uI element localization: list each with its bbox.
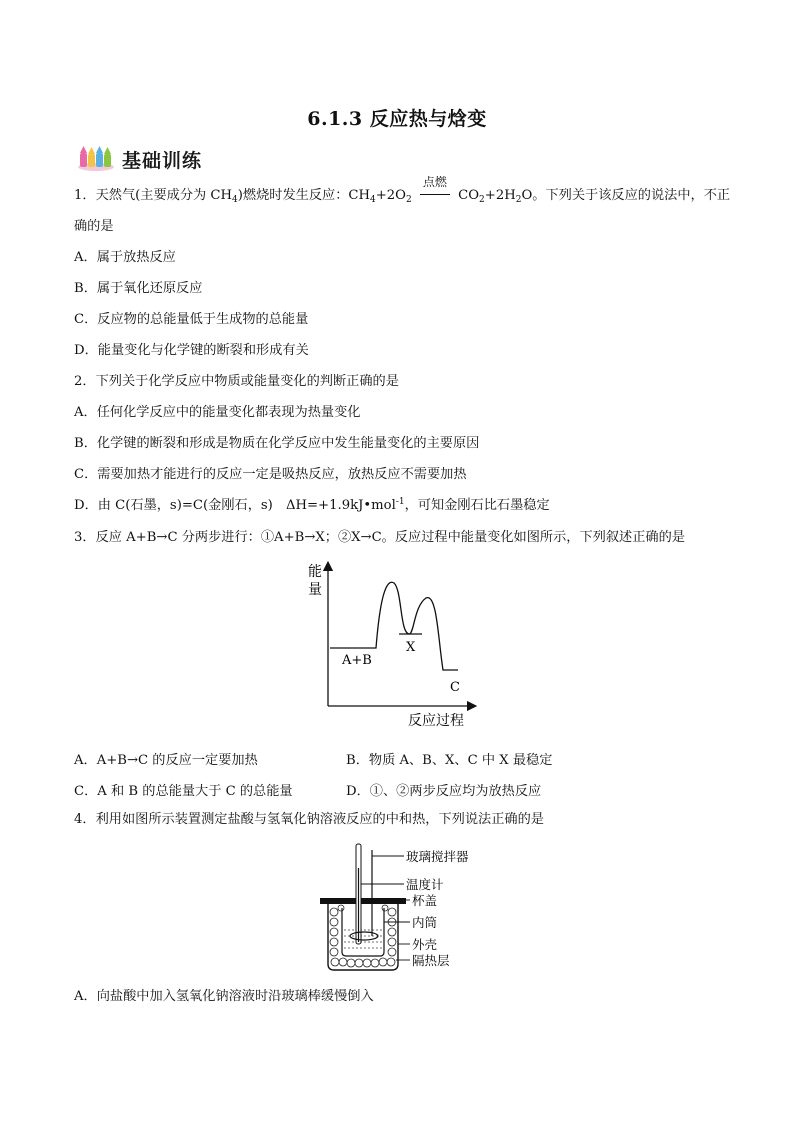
label-c: C xyxy=(450,680,460,695)
q1-option-c: C．反应物的总能量低于生成物的总能量 xyxy=(74,312,309,327)
q3-option-d: D．①、②两步反应均为放热反应 xyxy=(346,784,542,799)
axis-y-label-1: 能 xyxy=(308,564,322,580)
q1-stem-line1: 1．天然气(主要成分为 $CH_4$)燃烧时发生反应：$CH_4+2O_2$ 点燃 $CO_2+2H_2O$。下列关于该反应的说法中，不正 xyxy=(74,175,731,205)
q4-option-a: A．向盐酸中加入氢氧化钠溶液时沿玻璃棒缓慢倒入 xyxy=(74,989,374,1004)
q3-stem: 3．反应 A+B→C 分两步进行：①A+B→X；②X→C。反应过程中能量变化如图所示，下列叙述正确的是 xyxy=(74,530,685,545)
label-x: X xyxy=(406,640,416,655)
section-title: 基础训练 xyxy=(122,149,203,172)
label-insulation: 隔热层 xyxy=(412,953,450,968)
label-thermometer: 温度计 xyxy=(406,877,444,892)
q3-option-b: B．物质 A、B、X、C 中 X 最稳定 xyxy=(346,753,553,768)
reaction-condition: 点燃 xyxy=(418,187,452,205)
insulation-layer xyxy=(330,905,396,967)
q1-option-a: A．属于放热反应 xyxy=(74,250,176,265)
q4-stem: 4．利用如图所示装置测定盐酸与氢氧化钠溶液反应的中和热，下列说法正确的是 xyxy=(74,812,544,827)
energy-diagram xyxy=(300,558,480,733)
q3-option-c: C．A 和 B 的总能量大于 C 的总能量 xyxy=(74,784,293,799)
q2-option-a: A．任何化学反应中的能量变化都表现为热量变化 xyxy=(74,405,361,420)
q1-option-b: B．属于氧化还原反应 xyxy=(74,281,203,296)
crayons-icon xyxy=(76,145,116,173)
q2-option-d: D．由 C(石墨，s)=C(金刚石，s) ΔH=+1.9kJ•mol$^{-1}$，可知金刚石比石墨稳定 xyxy=(74,497,550,513)
q1-option-d: D．能量变化与化学键的断裂和形成有关 xyxy=(74,343,309,358)
cup-lid xyxy=(320,898,406,904)
label-inner: 内筒 xyxy=(412,915,438,930)
page-title: 6.1.3 反应热与焓变 xyxy=(307,108,487,130)
label-lid: 杯盖 xyxy=(412,893,438,908)
axis-x-label: 反应过程 xyxy=(408,713,464,729)
axis-y-label-2: 量 xyxy=(308,582,322,598)
label-a-plus-b: A+B xyxy=(342,653,372,668)
q2-option-c: C．需要加热才能进行的反应一定是吸热反应，放热反应不需要加热 xyxy=(74,467,467,482)
label-outer: 外壳 xyxy=(412,937,438,952)
q2-option-b: B．化学键的断裂和形成是物质在化学反应中发生能量变化的主要原因 xyxy=(74,436,480,451)
q3-option-a: A．A+B→C 的反应一定要加热 xyxy=(74,753,258,768)
section-header xyxy=(76,144,202,174)
q1-stem-line2: 确的是 xyxy=(74,219,114,234)
calorimeter-diagram xyxy=(310,838,490,978)
label-stirrer: 玻璃搅拌器 xyxy=(406,849,469,864)
q2-stem: 2．下列关于化学反应中物质或能量变化的判断正确的是 xyxy=(74,374,399,389)
